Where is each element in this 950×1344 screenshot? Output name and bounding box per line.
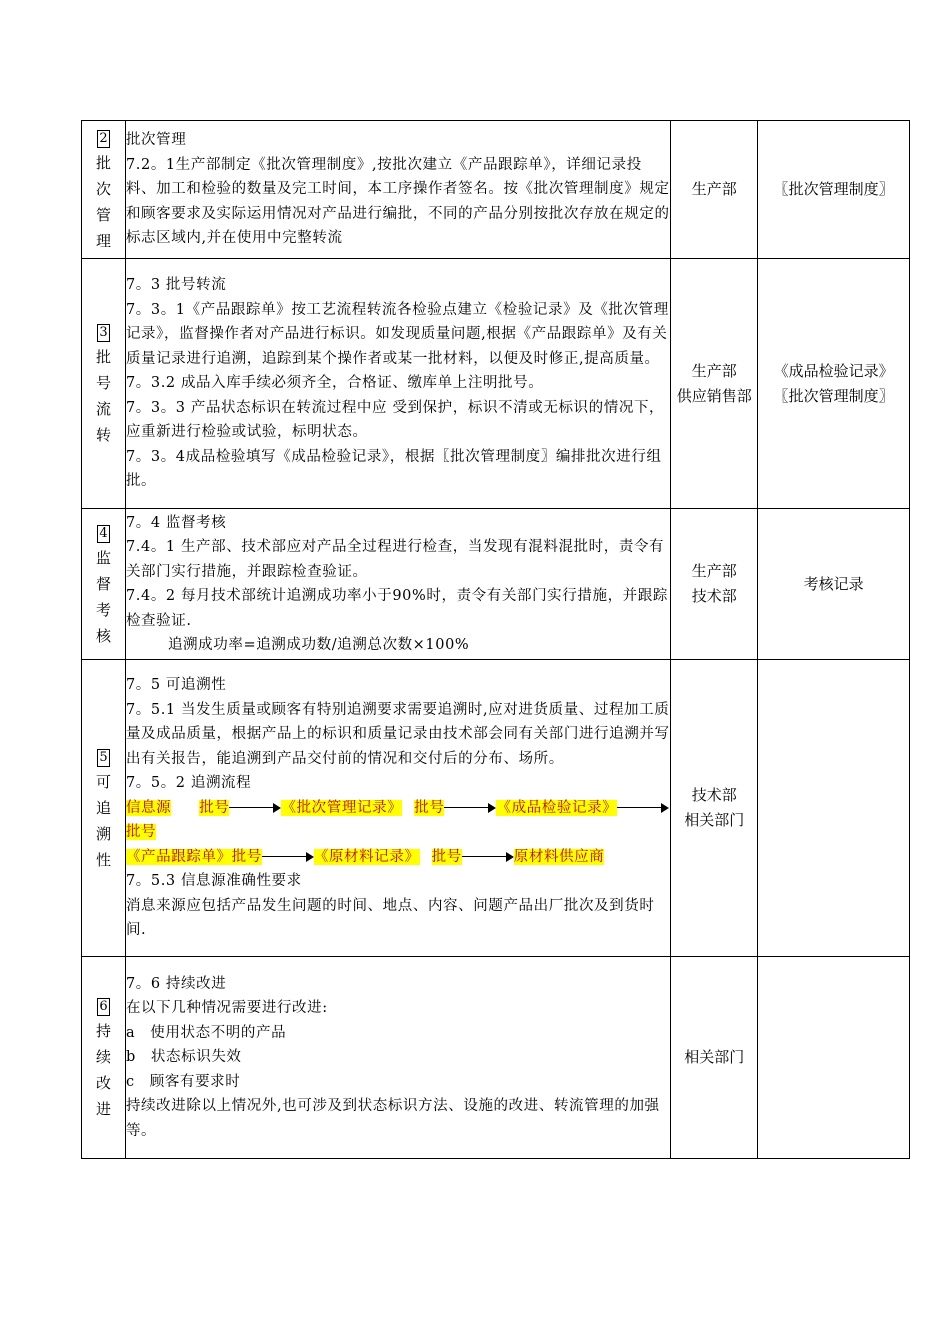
- flow-node: 原材料供应商: [513, 848, 605, 865]
- record-cell: [758, 121, 910, 259]
- table-row-supervision: [82, 509, 910, 660]
- flow-node: 《批次管理记录》: [281, 799, 403, 816]
- paragraph: 7.2。1生产部制定《批次管理制度》,按批次建立《产品跟踪单》，详细记录投料、加工和检验的数量及完工时间，本工序操作者签名。按《批次管理制度》规定和顾客要求及实际运用情况对产品进行编批，不同的产品分别按批次存放在规定的标志区域内,并在使用中完整转流: [125, 156, 670, 247]
- department: 供应销售部: [676, 386, 752, 405]
- section-heading: 7。5 可追溯性: [125, 677, 227, 694]
- row-label-char: 追: [95, 798, 111, 817]
- section-heading: 批次管理: [125, 132, 187, 149]
- row-label-char: 持: [95, 1022, 111, 1040]
- record-cell: [758, 660, 910, 957]
- row-label-char: 监: [95, 548, 111, 567]
- content-cell: [125, 957, 670, 1159]
- paragraph: 7。3。3 产品状态标识在转流过程中应 受到保护，标识不清或无标识的情况下，应重新进行检验或试验，标明状态。: [125, 399, 665, 441]
- row-number: 4: [97, 525, 110, 543]
- list-item: a 使用状态不明的产品: [125, 1024, 287, 1041]
- department: 相关部门: [684, 1048, 745, 1066]
- row-label-char: 转: [95, 426, 111, 444]
- section-heading: 7。4 监督考核: [125, 514, 227, 531]
- paragraph: 在以下几种情况需要进行改进:: [125, 1000, 328, 1017]
- row-label-char: 流: [95, 400, 111, 418]
- row-number: 6: [97, 998, 110, 1016]
- flow-node: 批号: [431, 848, 462, 865]
- row-label-char: 号: [95, 374, 111, 392]
- section-heading: 7。6 持续改进: [125, 975, 227, 992]
- department-cell: [671, 957, 758, 1159]
- list-item: b 状态标识失效: [125, 1049, 242, 1066]
- department: 相关部门: [684, 811, 745, 829]
- flow-node: 批号: [414, 799, 445, 816]
- procedure-table: [81, 120, 910, 1159]
- row-label-cell: [82, 259, 126, 509]
- row-label-char: 管: [95, 206, 111, 224]
- row-label-cell: [82, 957, 126, 1159]
- paragraph: 7。3。1《产品跟踪单》按工艺流程转流各检验点建立《检验记录》及《批次管理记录》，监督操作者对产品进行标识。如发现质量问题,根据《产品跟踪单》及有关质量记录进行追溯，追踪到某个操作者或某一批材料，以便及时修正,提高质量。: [125, 301, 669, 367]
- department-cell: [671, 121, 758, 259]
- paragraph: 消息来源应包括产品发生问题的时间、地点、内容、问题产品出厂批次及到货时间.: [125, 897, 655, 939]
- paragraph: 7.4。2 每月技术部统计追溯成功率小于90%时，责令有关部门实行措施，并跟踪检查验证.: [125, 588, 668, 629]
- table-row-traceability: [82, 660, 910, 957]
- record: 《成品检验记录》: [773, 361, 894, 380]
- content-cell: [125, 259, 670, 509]
- department: 技术部: [691, 587, 737, 605]
- department-cell: [671, 660, 758, 957]
- paragraph: 持续改进除以上情况外,也可涉及到状态标识方法、设施的改进、转流管理的加强等。: [125, 1098, 660, 1139]
- row-label-cell: [82, 509, 126, 660]
- trace-flow-line-1: [126, 796, 670, 845]
- department: 生产部: [691, 180, 737, 198]
- row-label-char: 理: [95, 232, 111, 250]
- row-label-char: 改: [95, 1074, 111, 1092]
- record-cell: [758, 957, 910, 1159]
- list-item: c 顾客有要求时: [125, 1073, 241, 1090]
- row-label-char: 进: [95, 1100, 111, 1118]
- record-cell: [758, 509, 910, 660]
- content-cell: [125, 121, 670, 259]
- department: 技术部: [691, 786, 737, 804]
- row-label-char: 可: [95, 772, 111, 791]
- flow-node: 批号: [199, 799, 230, 816]
- row-number: 5: [97, 749, 110, 767]
- content-cell: [125, 660, 670, 957]
- table-row-continuous-improvement: [82, 957, 910, 1159]
- department: 生产部: [691, 361, 737, 380]
- paragraph: 7。3.2 成品入库手续必须齐全，合格证、缴库单上注明批号。: [125, 375, 544, 392]
- section-heading: 7。5.3 信息源准确性要求: [125, 873, 302, 890]
- arrow-right-icon: [229, 803, 281, 813]
- row-label-char: 批: [95, 154, 111, 172]
- row-label-char: 批: [95, 348, 111, 366]
- arrow-right-icon: [262, 852, 314, 862]
- paragraph: 7。5。2 追溯流程: [125, 775, 252, 792]
- department-cell: [671, 509, 758, 660]
- formula: 追溯成功率=追溯成功数/追溯总次数×100%: [167, 637, 470, 653]
- flow-node: 信息源: [125, 799, 172, 816]
- paragraph: 7。5.1 当发生质量或顾客有特别追溯要求需要追溯时,应对进货质量、过程加工质量及成品质量，根据产品上的标识和质量记录由技术部会同有关部门进行追溯并写出有关报告，能追溯到产品交付前的情况和交付后的分布、场所。: [125, 701, 670, 767]
- arrow-right-icon: [462, 852, 514, 862]
- table-row-batch-transfer: [82, 259, 910, 509]
- department: 生产部: [691, 562, 737, 580]
- department-cell: [671, 259, 758, 509]
- row-label-char: 督: [95, 574, 111, 593]
- row-label-char: 性: [95, 850, 111, 869]
- content-cell: [125, 509, 670, 660]
- row-label-char: 溯: [95, 824, 111, 843]
- row-number: 2: [97, 130, 110, 148]
- table-row-batch-management: [82, 121, 910, 259]
- row-label-char: 续: [95, 1048, 111, 1066]
- row-label-cell: [82, 121, 126, 259]
- arrow-right-icon: [444, 803, 496, 813]
- paragraph: 7。3。4成品检验填写《成品检验记录》，根据〖批次管理制度〗编排批次进行组批。: [125, 448, 662, 490]
- flow-node: 《成品检验记录》: [496, 799, 618, 816]
- row-label-cell: [82, 660, 126, 957]
- paragraph: 7.4。1 生产部、技术部应对产品全过程进行检查，当发现有混料混批时，责令有关部门实行措施，并跟踪检查验证。: [125, 539, 665, 580]
- row-label-char: 次: [95, 180, 111, 198]
- flow-node: 批号: [125, 824, 157, 841]
- flow-node: 《原材料记录》: [313, 848, 420, 865]
- row-number: 3: [97, 324, 110, 342]
- record: 考核记录: [803, 574, 864, 593]
- row-label-char: 核: [95, 626, 111, 645]
- record: 〖批次管理制度〗: [773, 386, 894, 405]
- arrow-right-icon: [617, 803, 669, 813]
- record-cell: [758, 259, 910, 509]
- trace-flow-line-2: [126, 845, 670, 870]
- row-label-char: 考: [95, 600, 111, 619]
- section-heading: 7。3 批号转流: [125, 277, 227, 294]
- record: 〖批次管理制度〗: [773, 180, 894, 198]
- flow-node: 《产品跟踪单》批号: [125, 848, 262, 865]
